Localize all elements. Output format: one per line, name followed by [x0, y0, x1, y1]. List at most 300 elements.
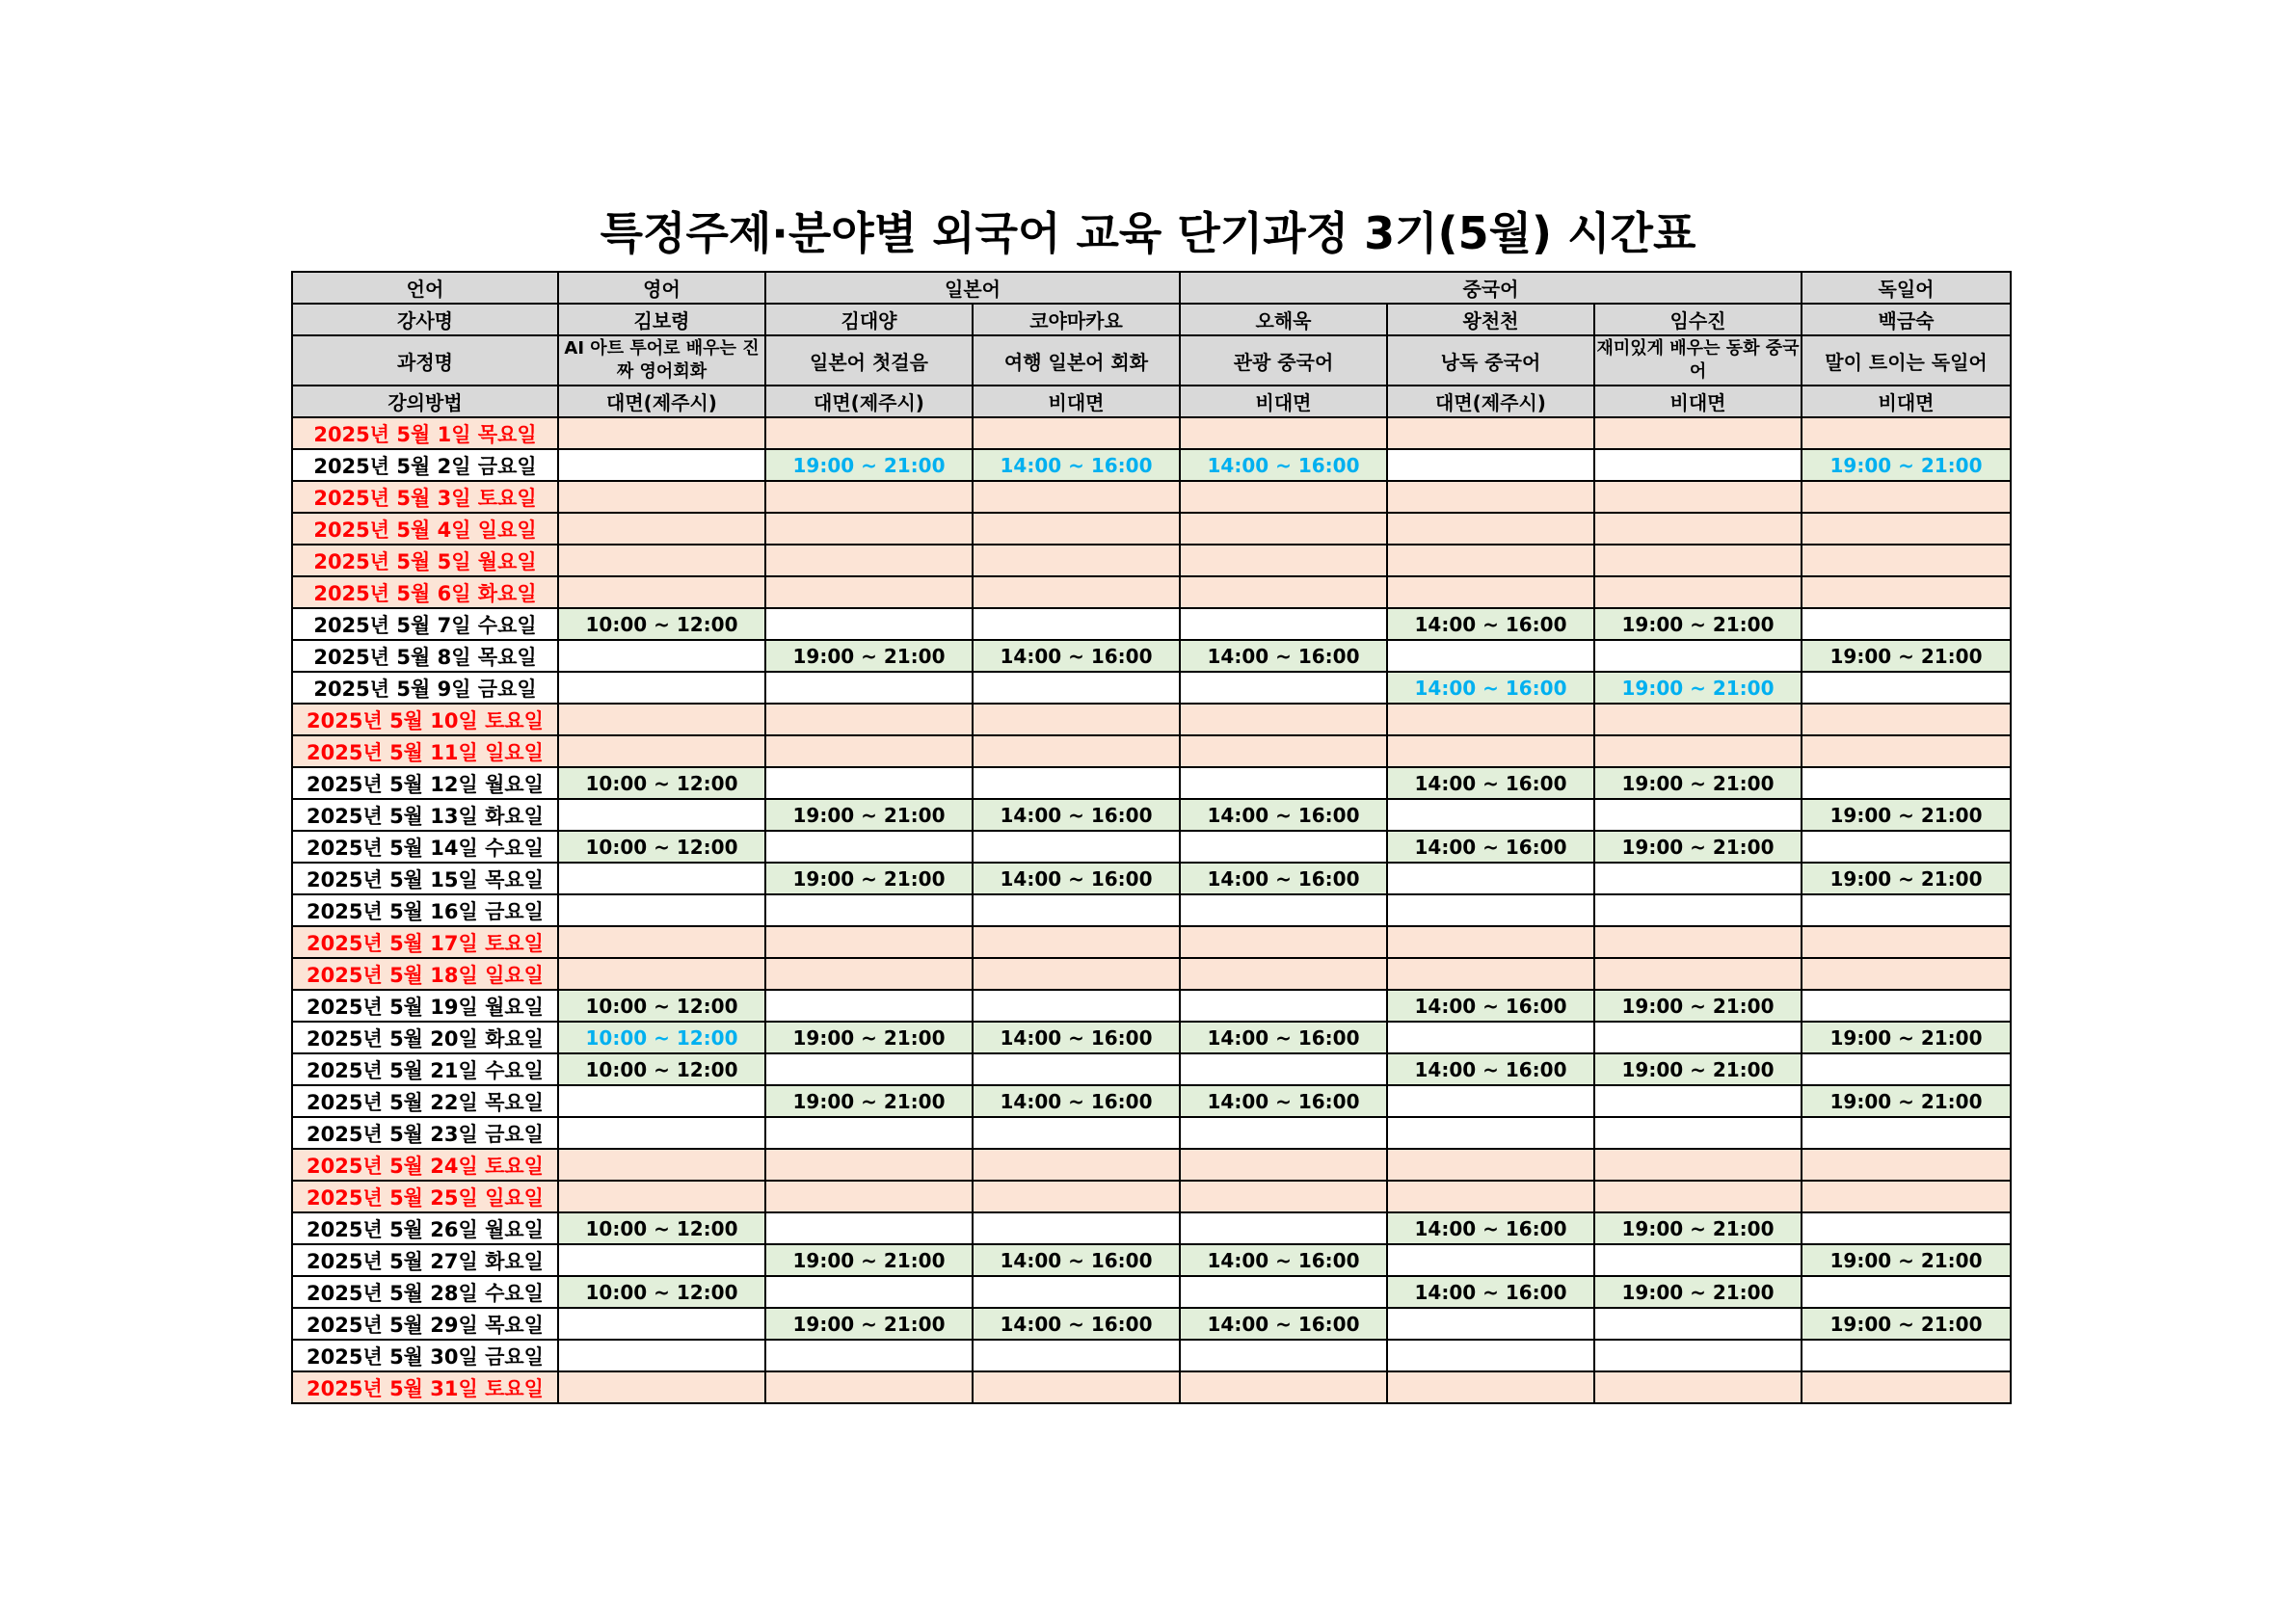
class-time-cell: 19:00 ~ 21:00 [765, 1085, 973, 1117]
empty-cell [1387, 417, 1594, 449]
empty-cell [1180, 545, 1387, 576]
empty-cell [1387, 735, 1594, 767]
class-time-cell: 14:00 ~ 16:00 [1387, 672, 1594, 704]
empty-cell [1594, 958, 1802, 990]
table-row [292, 1022, 2011, 1053]
table-row [292, 1212, 2011, 1244]
empty-cell [765, 576, 973, 608]
empty-cell [1802, 1371, 2011, 1403]
empty-cell [558, 735, 765, 767]
table-row [292, 545, 2011, 576]
class-time-cell: 14:00 ~ 16:00 [973, 640, 1180, 672]
empty-cell [1594, 1149, 1802, 1181]
empty-cell [558, 576, 765, 608]
date-cell: 2025년 5월 25일 일요일 [292, 1181, 558, 1212]
language-label: 언어 [292, 272, 558, 304]
class-time-cell: 10:00 ~ 12:00 [558, 1212, 765, 1244]
empty-cell [1180, 608, 1387, 640]
empty-cell [1594, 704, 1802, 735]
class-time-cell: 14:00 ~ 16:00 [1387, 831, 1594, 863]
language-header: 중국어 [1180, 272, 1802, 304]
empty-cell [1387, 799, 1594, 831]
empty-cell [973, 735, 1180, 767]
table-row [292, 1053, 2011, 1085]
class-time-cell: 19:00 ~ 21:00 [1594, 831, 1802, 863]
empty-cell [1802, 672, 2011, 704]
empty-cell [1180, 831, 1387, 863]
class-time-cell: 14:00 ~ 16:00 [1180, 1244, 1387, 1276]
date-cell: 2025년 5월 13일 화요일 [292, 799, 558, 831]
empty-cell [973, 513, 1180, 545]
table-row [292, 672, 2011, 704]
empty-cell [973, 1371, 1180, 1403]
empty-cell [1594, 576, 1802, 608]
empty-cell [1180, 481, 1387, 513]
empty-cell [1180, 1117, 1387, 1149]
class-time-cell: 10:00 ~ 12:00 [558, 1276, 765, 1308]
empty-cell [558, 1371, 765, 1403]
empty-cell [1387, 863, 1594, 894]
empty-cell [558, 894, 765, 926]
date-cell: 2025년 5월 1일 목요일 [292, 417, 558, 449]
empty-cell [1387, 894, 1594, 926]
instructor-header-row [292, 304, 2011, 335]
table-row [292, 1340, 2011, 1371]
empty-cell [1802, 1276, 2011, 1308]
empty-cell [1180, 513, 1387, 545]
date-cell: 2025년 5월 20일 화요일 [292, 1022, 558, 1053]
empty-cell [765, 1053, 973, 1085]
class-time-cell: 14:00 ~ 16:00 [1387, 990, 1594, 1022]
empty-cell [1387, 545, 1594, 576]
empty-cell [973, 990, 1180, 1022]
course-name: AI 아트 투어로 배우는 진짜 영어회화 [558, 335, 765, 386]
empty-cell [765, 1149, 973, 1181]
table-row [292, 799, 2011, 831]
lecture-method: 비대면 [1594, 386, 1802, 417]
date-cell: 2025년 5월 19일 월요일 [292, 990, 558, 1022]
empty-cell [973, 481, 1180, 513]
instructor-label: 강사명 [292, 304, 558, 335]
class-time-cell: 14:00 ~ 16:00 [973, 1022, 1180, 1053]
class-time-cell: 19:00 ~ 21:00 [1594, 1053, 1802, 1085]
empty-cell [1594, 513, 1802, 545]
empty-cell [1594, 449, 1802, 481]
empty-cell [973, 1149, 1180, 1181]
page-title: 특정주제·분야별 외국어 교육 단기과정 3기(5월) 시간표 [600, 207, 1696, 259]
empty-cell [973, 545, 1180, 576]
empty-cell [1594, 1022, 1802, 1053]
empty-cell [1387, 958, 1594, 990]
class-time-cell: 19:00 ~ 21:00 [1802, 1244, 2011, 1276]
empty-cell [558, 1117, 765, 1149]
course-name: 낭독 중국어 [1387, 335, 1594, 386]
empty-cell [765, 481, 973, 513]
class-time-cell: 14:00 ~ 16:00 [973, 449, 1180, 481]
date-cell: 2025년 5월 9일 금요일 [292, 672, 558, 704]
empty-cell [1387, 1117, 1594, 1149]
empty-cell [765, 735, 973, 767]
class-time-cell: 10:00 ~ 12:00 [558, 1053, 765, 1085]
date-cell: 2025년 5월 4일 일요일 [292, 513, 558, 545]
class-time-cell: 19:00 ~ 21:00 [765, 449, 973, 481]
empty-cell [1387, 640, 1594, 672]
date-cell: 2025년 5월 12일 월요일 [292, 767, 558, 799]
table-row [292, 1085, 2011, 1117]
empty-cell [1802, 576, 2011, 608]
empty-cell [1180, 1053, 1387, 1085]
class-time-cell: 10:00 ~ 12:00 [558, 990, 765, 1022]
empty-cell [1387, 1371, 1594, 1403]
date-cell: 2025년 5월 18일 일요일 [292, 958, 558, 990]
empty-cell [1802, 831, 2011, 863]
empty-cell [1594, 1244, 1802, 1276]
empty-cell [765, 1117, 973, 1149]
empty-cell [1387, 704, 1594, 735]
table-row [292, 417, 2011, 449]
class-time-cell: 19:00 ~ 21:00 [765, 1244, 973, 1276]
class-time-cell: 19:00 ~ 21:00 [1594, 767, 1802, 799]
empty-cell [1594, 1308, 1802, 1340]
class-time-cell: 19:00 ~ 21:00 [1594, 608, 1802, 640]
empty-cell [1387, 1244, 1594, 1276]
empty-cell [973, 608, 1180, 640]
empty-cell [1802, 990, 2011, 1022]
empty-cell [558, 926, 765, 958]
instructor-name: 왕천천 [1387, 304, 1594, 335]
empty-cell [1387, 926, 1594, 958]
empty-cell [973, 926, 1180, 958]
language-header: 영어 [558, 272, 765, 304]
class-time-cell: 19:00 ~ 21:00 [765, 799, 973, 831]
lecture-method: 비대면 [1802, 386, 2011, 417]
course-name: 관광 중국어 [1180, 335, 1387, 386]
empty-cell [765, 704, 973, 735]
class-time-cell: 14:00 ~ 16:00 [1387, 1053, 1594, 1085]
course-name: 일본어 첫걸음 [765, 335, 973, 386]
empty-cell [1594, 1371, 1802, 1403]
instructor-name: 오해욱 [1180, 304, 1387, 335]
empty-cell [973, 767, 1180, 799]
empty-cell [1802, 417, 2011, 449]
table-row [292, 704, 2011, 735]
empty-cell [1180, 1212, 1387, 1244]
empty-cell [558, 799, 765, 831]
empty-cell [1802, 545, 2011, 576]
empty-cell [1180, 704, 1387, 735]
empty-cell [765, 417, 973, 449]
class-time-cell: 14:00 ~ 16:00 [973, 799, 1180, 831]
class-time-cell: 10:00 ~ 12:00 [558, 767, 765, 799]
date-cell: 2025년 5월 24일 토요일 [292, 1149, 558, 1181]
class-time-cell: 14:00 ~ 16:00 [1180, 863, 1387, 894]
date-cell: 2025년 5월 26일 월요일 [292, 1212, 558, 1244]
empty-cell [1387, 1340, 1594, 1371]
empty-cell [558, 863, 765, 894]
empty-cell [973, 831, 1180, 863]
class-time-cell: 19:00 ~ 21:00 [1802, 449, 2011, 481]
class-time-cell: 19:00 ~ 21:00 [1802, 799, 2011, 831]
class-time-cell: 19:00 ~ 21:00 [765, 640, 973, 672]
empty-cell [1180, 735, 1387, 767]
empty-cell [1180, 1340, 1387, 1371]
date-cell: 2025년 5월 21일 수요일 [292, 1053, 558, 1085]
empty-cell [558, 704, 765, 735]
class-time-cell: 19:00 ~ 21:00 [765, 1308, 973, 1340]
table-row [292, 735, 2011, 767]
date-cell: 2025년 5월 17일 토요일 [292, 926, 558, 958]
date-cell: 2025년 5월 2일 금요일 [292, 449, 558, 481]
course-label: 과정명 [292, 335, 558, 386]
class-time-cell: 14:00 ~ 16:00 [1180, 640, 1387, 672]
schedule-table [291, 271, 2012, 1404]
empty-cell [1594, 926, 1802, 958]
lecture-method: 비대면 [973, 386, 1180, 417]
empty-cell [973, 1053, 1180, 1085]
empty-cell [1387, 1181, 1594, 1212]
class-time-cell: 14:00 ~ 16:00 [1180, 1308, 1387, 1340]
course-name: 재미있게 배우는 동화 중국어 [1594, 335, 1802, 386]
empty-cell [765, 545, 973, 576]
empty-cell [1180, 417, 1387, 449]
empty-cell [1802, 1212, 2011, 1244]
empty-cell [1802, 704, 2011, 735]
date-cell: 2025년 5월 8일 목요일 [292, 640, 558, 672]
empty-cell [1180, 958, 1387, 990]
empty-cell [973, 576, 1180, 608]
course-header-row [292, 335, 2011, 386]
class-time-cell: 19:00 ~ 21:00 [1594, 672, 1802, 704]
empty-cell [765, 831, 973, 863]
instructor-name: 백금숙 [1802, 304, 2011, 335]
date-cell: 2025년 5월 14일 수요일 [292, 831, 558, 863]
table-row [292, 1117, 2011, 1149]
table-row [292, 513, 2011, 545]
empty-cell [1387, 1085, 1594, 1117]
empty-cell [973, 1340, 1180, 1371]
table-row [292, 990, 2011, 1022]
class-time-cell: 19:00 ~ 21:00 [1594, 1212, 1802, 1244]
empty-cell [1180, 926, 1387, 958]
table-row [292, 831, 2011, 863]
date-cell: 2025년 5월 6일 화요일 [292, 576, 558, 608]
empty-cell [1594, 481, 1802, 513]
date-cell: 2025년 5월 7일 수요일 [292, 608, 558, 640]
method-label: 강의방법 [292, 386, 558, 417]
class-time-cell: 14:00 ~ 16:00 [1180, 1022, 1387, 1053]
date-cell: 2025년 5월 5일 월요일 [292, 545, 558, 576]
table-row [292, 1149, 2011, 1181]
empty-cell [973, 1117, 1180, 1149]
empty-cell [765, 990, 973, 1022]
empty-cell [765, 926, 973, 958]
empty-cell [1180, 990, 1387, 1022]
schedule-body [292, 272, 2011, 1403]
instructor-name: 임수진 [1594, 304, 1802, 335]
empty-cell [973, 672, 1180, 704]
class-time-cell: 14:00 ~ 16:00 [973, 1308, 1180, 1340]
class-time-cell: 19:00 ~ 21:00 [1802, 640, 2011, 672]
empty-cell [765, 1276, 973, 1308]
empty-cell [1802, 1181, 2011, 1212]
empty-cell [1180, 1371, 1387, 1403]
class-time-cell: 10:00 ~ 12:00 [558, 831, 765, 863]
empty-cell [1802, 1117, 2011, 1149]
class-time-cell: 19:00 ~ 21:00 [1594, 990, 1802, 1022]
table-row [292, 449, 2011, 481]
empty-cell [1387, 449, 1594, 481]
class-time-cell: 19:00 ~ 21:00 [1802, 1308, 2011, 1340]
empty-cell [1594, 799, 1802, 831]
empty-cell [1802, 481, 2011, 513]
table-row [292, 640, 2011, 672]
date-cell: 2025년 5월 16일 금요일 [292, 894, 558, 926]
empty-cell [1180, 1276, 1387, 1308]
empty-cell [1802, 1053, 2011, 1085]
lecture-method: 대면(제주시) [765, 386, 973, 417]
table-row [292, 1276, 2011, 1308]
empty-cell [765, 1371, 973, 1403]
empty-cell [973, 1181, 1180, 1212]
empty-cell [1180, 1149, 1387, 1181]
empty-cell [765, 1212, 973, 1244]
class-time-cell: 10:00 ~ 12:00 [558, 1022, 765, 1053]
empty-cell [558, 1340, 765, 1371]
empty-cell [765, 1340, 973, 1371]
table-row [292, 863, 2011, 894]
class-time-cell: 14:00 ~ 16:00 [1387, 608, 1594, 640]
date-cell: 2025년 5월 31일 토요일 [292, 1371, 558, 1403]
empty-cell [1594, 1117, 1802, 1149]
date-cell: 2025년 5월 28일 수요일 [292, 1276, 558, 1308]
table-row [292, 1308, 2011, 1340]
empty-cell [1387, 1149, 1594, 1181]
empty-cell [558, 1149, 765, 1181]
language-header-row [292, 272, 2011, 304]
class-time-cell: 14:00 ~ 16:00 [973, 863, 1180, 894]
date-cell: 2025년 5월 22일 목요일 [292, 1085, 558, 1117]
empty-cell [1594, 1085, 1802, 1117]
empty-cell [765, 1181, 973, 1212]
instructor-name: 코야마카요 [973, 304, 1180, 335]
empty-cell [1594, 545, 1802, 576]
table-row [292, 1371, 2011, 1403]
empty-cell [1180, 576, 1387, 608]
lecture-method: 대면(제주시) [1387, 386, 1594, 417]
table-row [292, 481, 2011, 513]
class-time-cell: 14:00 ~ 16:00 [1387, 1276, 1594, 1308]
empty-cell [1387, 576, 1594, 608]
empty-cell [1802, 608, 2011, 640]
empty-cell [1180, 767, 1387, 799]
table-row [292, 576, 2011, 608]
class-time-cell: 14:00 ~ 16:00 [973, 1244, 1180, 1276]
table-row [292, 926, 2011, 958]
empty-cell [558, 417, 765, 449]
table-row [292, 1181, 2011, 1212]
empty-cell [558, 513, 765, 545]
class-time-cell: 19:00 ~ 21:00 [1594, 1276, 1802, 1308]
class-time-cell: 19:00 ~ 21:00 [1802, 1085, 2011, 1117]
empty-cell [558, 672, 765, 704]
course-name: 말이 트이는 독일어 [1802, 335, 2011, 386]
empty-cell [1594, 417, 1802, 449]
class-time-cell: 10:00 ~ 12:00 [558, 608, 765, 640]
empty-cell [973, 417, 1180, 449]
empty-cell [1387, 1022, 1594, 1053]
empty-cell [973, 958, 1180, 990]
empty-cell [558, 545, 765, 576]
language-header: 독일어 [1802, 272, 2011, 304]
empty-cell [765, 958, 973, 990]
class-time-cell: 19:00 ~ 21:00 [765, 863, 973, 894]
empty-cell [765, 608, 973, 640]
empty-cell [1387, 513, 1594, 545]
lecture-method: 대면(제주시) [558, 386, 765, 417]
empty-cell [765, 672, 973, 704]
empty-cell [1594, 894, 1802, 926]
class-time-cell: 14:00 ~ 16:00 [1387, 1212, 1594, 1244]
empty-cell [558, 449, 765, 481]
date-cell: 2025년 5월 27일 화요일 [292, 1244, 558, 1276]
lecture-method: 비대면 [1180, 386, 1387, 417]
empty-cell [558, 1244, 765, 1276]
date-cell: 2025년 5월 29일 목요일 [292, 1308, 558, 1340]
empty-cell [1594, 1340, 1802, 1371]
class-time-cell: 14:00 ~ 16:00 [1180, 449, 1387, 481]
method-header-row [292, 386, 2011, 417]
empty-cell [1180, 1181, 1387, 1212]
empty-cell [1180, 672, 1387, 704]
date-cell: 2025년 5월 11일 일요일 [292, 735, 558, 767]
empty-cell [1594, 640, 1802, 672]
empty-cell [1180, 894, 1387, 926]
empty-cell [558, 640, 765, 672]
empty-cell [1594, 735, 1802, 767]
date-cell: 2025년 5월 15일 목요일 [292, 863, 558, 894]
empty-cell [973, 1212, 1180, 1244]
empty-cell [765, 767, 973, 799]
table-row [292, 767, 2011, 799]
empty-cell [1802, 1340, 2011, 1371]
table-row [292, 894, 2011, 926]
class-time-cell: 19:00 ~ 21:00 [1802, 1022, 2011, 1053]
course-name: 여행 일본어 회화 [973, 335, 1180, 386]
instructor-name: 김대양 [765, 304, 973, 335]
empty-cell [765, 894, 973, 926]
empty-cell [765, 513, 973, 545]
empty-cell [1594, 863, 1802, 894]
date-cell: 2025년 5월 3일 토요일 [292, 481, 558, 513]
class-time-cell: 14:00 ~ 16:00 [973, 1085, 1180, 1117]
empty-cell [1802, 894, 2011, 926]
table-row [292, 958, 2011, 990]
empty-cell [1802, 735, 2011, 767]
empty-cell [558, 1181, 765, 1212]
empty-cell [558, 958, 765, 990]
empty-cell [1802, 767, 2011, 799]
date-cell: 2025년 5월 23일 금요일 [292, 1117, 558, 1149]
empty-cell [1802, 513, 2011, 545]
date-cell: 2025년 5월 10일 토요일 [292, 704, 558, 735]
class-time-cell: 14:00 ~ 16:00 [1180, 1085, 1387, 1117]
language-header: 일본어 [765, 272, 1180, 304]
class-time-cell: 19:00 ~ 21:00 [765, 1022, 973, 1053]
table-row [292, 1244, 2011, 1276]
empty-cell [973, 894, 1180, 926]
empty-cell [558, 1308, 765, 1340]
empty-cell [973, 1276, 1180, 1308]
